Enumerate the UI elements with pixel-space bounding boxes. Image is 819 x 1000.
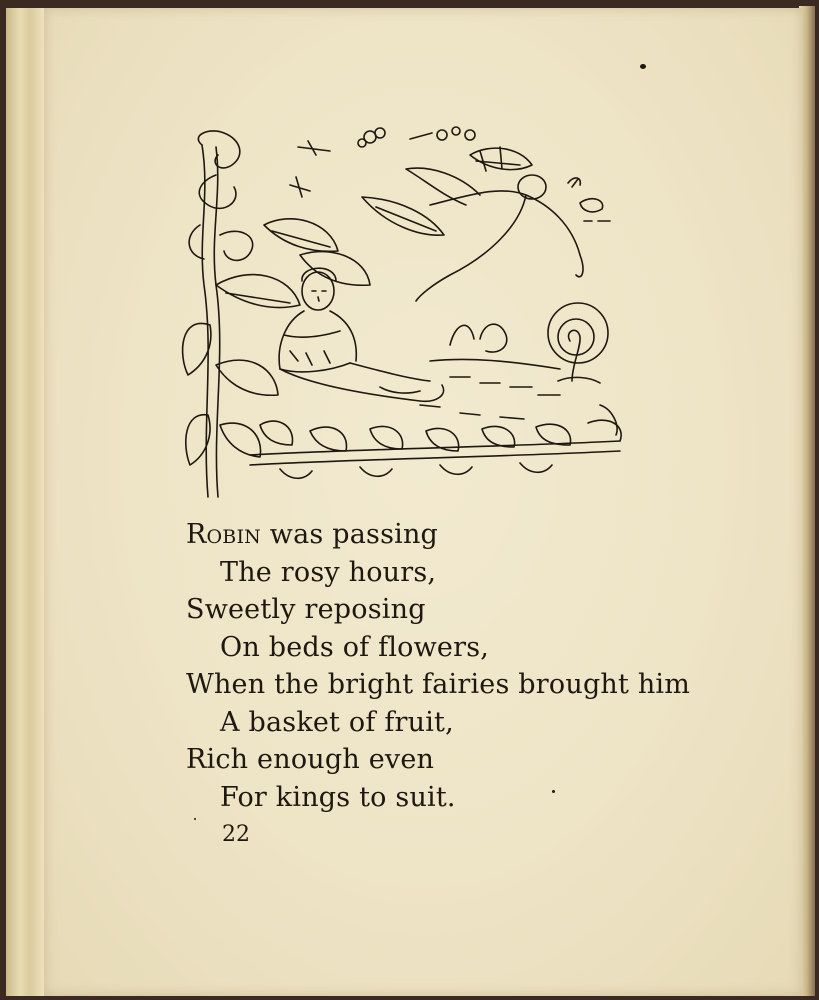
vine-stalk [189,131,253,497]
poem-line-1 [186,516,690,554]
poem-line-7: Rich enough even [186,744,435,775]
flying-fairy [362,147,583,301]
poem-line-3: Sweetly reposing [186,594,426,625]
poem-line-6: A basket of fruit, [220,706,454,738]
flowers-and-insects [290,127,610,221]
ink-speck [194,818,196,820]
leaf-border [250,405,621,478]
poem-line-8: For kings to suit. [220,781,456,813]
distant-landscape [420,324,560,419]
poem-line-2: The rosy hours, [220,556,437,588]
leaves-left [183,219,370,465]
poem-line-5: When the bright fairies brought him [186,669,691,700]
left-page-edges [6,8,47,996]
poem-line-1-lead: Robin [186,519,261,550]
reclining-figure [279,268,443,401]
poem-line-4: On beds of flowers, [220,631,490,663]
poem-illustration [180,125,630,500]
poem-line-1-rest: was passing [261,519,439,550]
poem-text [186,516,690,816]
ink-speck [640,64,646,69]
page-number: 22 [222,822,250,847]
spiral-sun [548,303,608,383]
